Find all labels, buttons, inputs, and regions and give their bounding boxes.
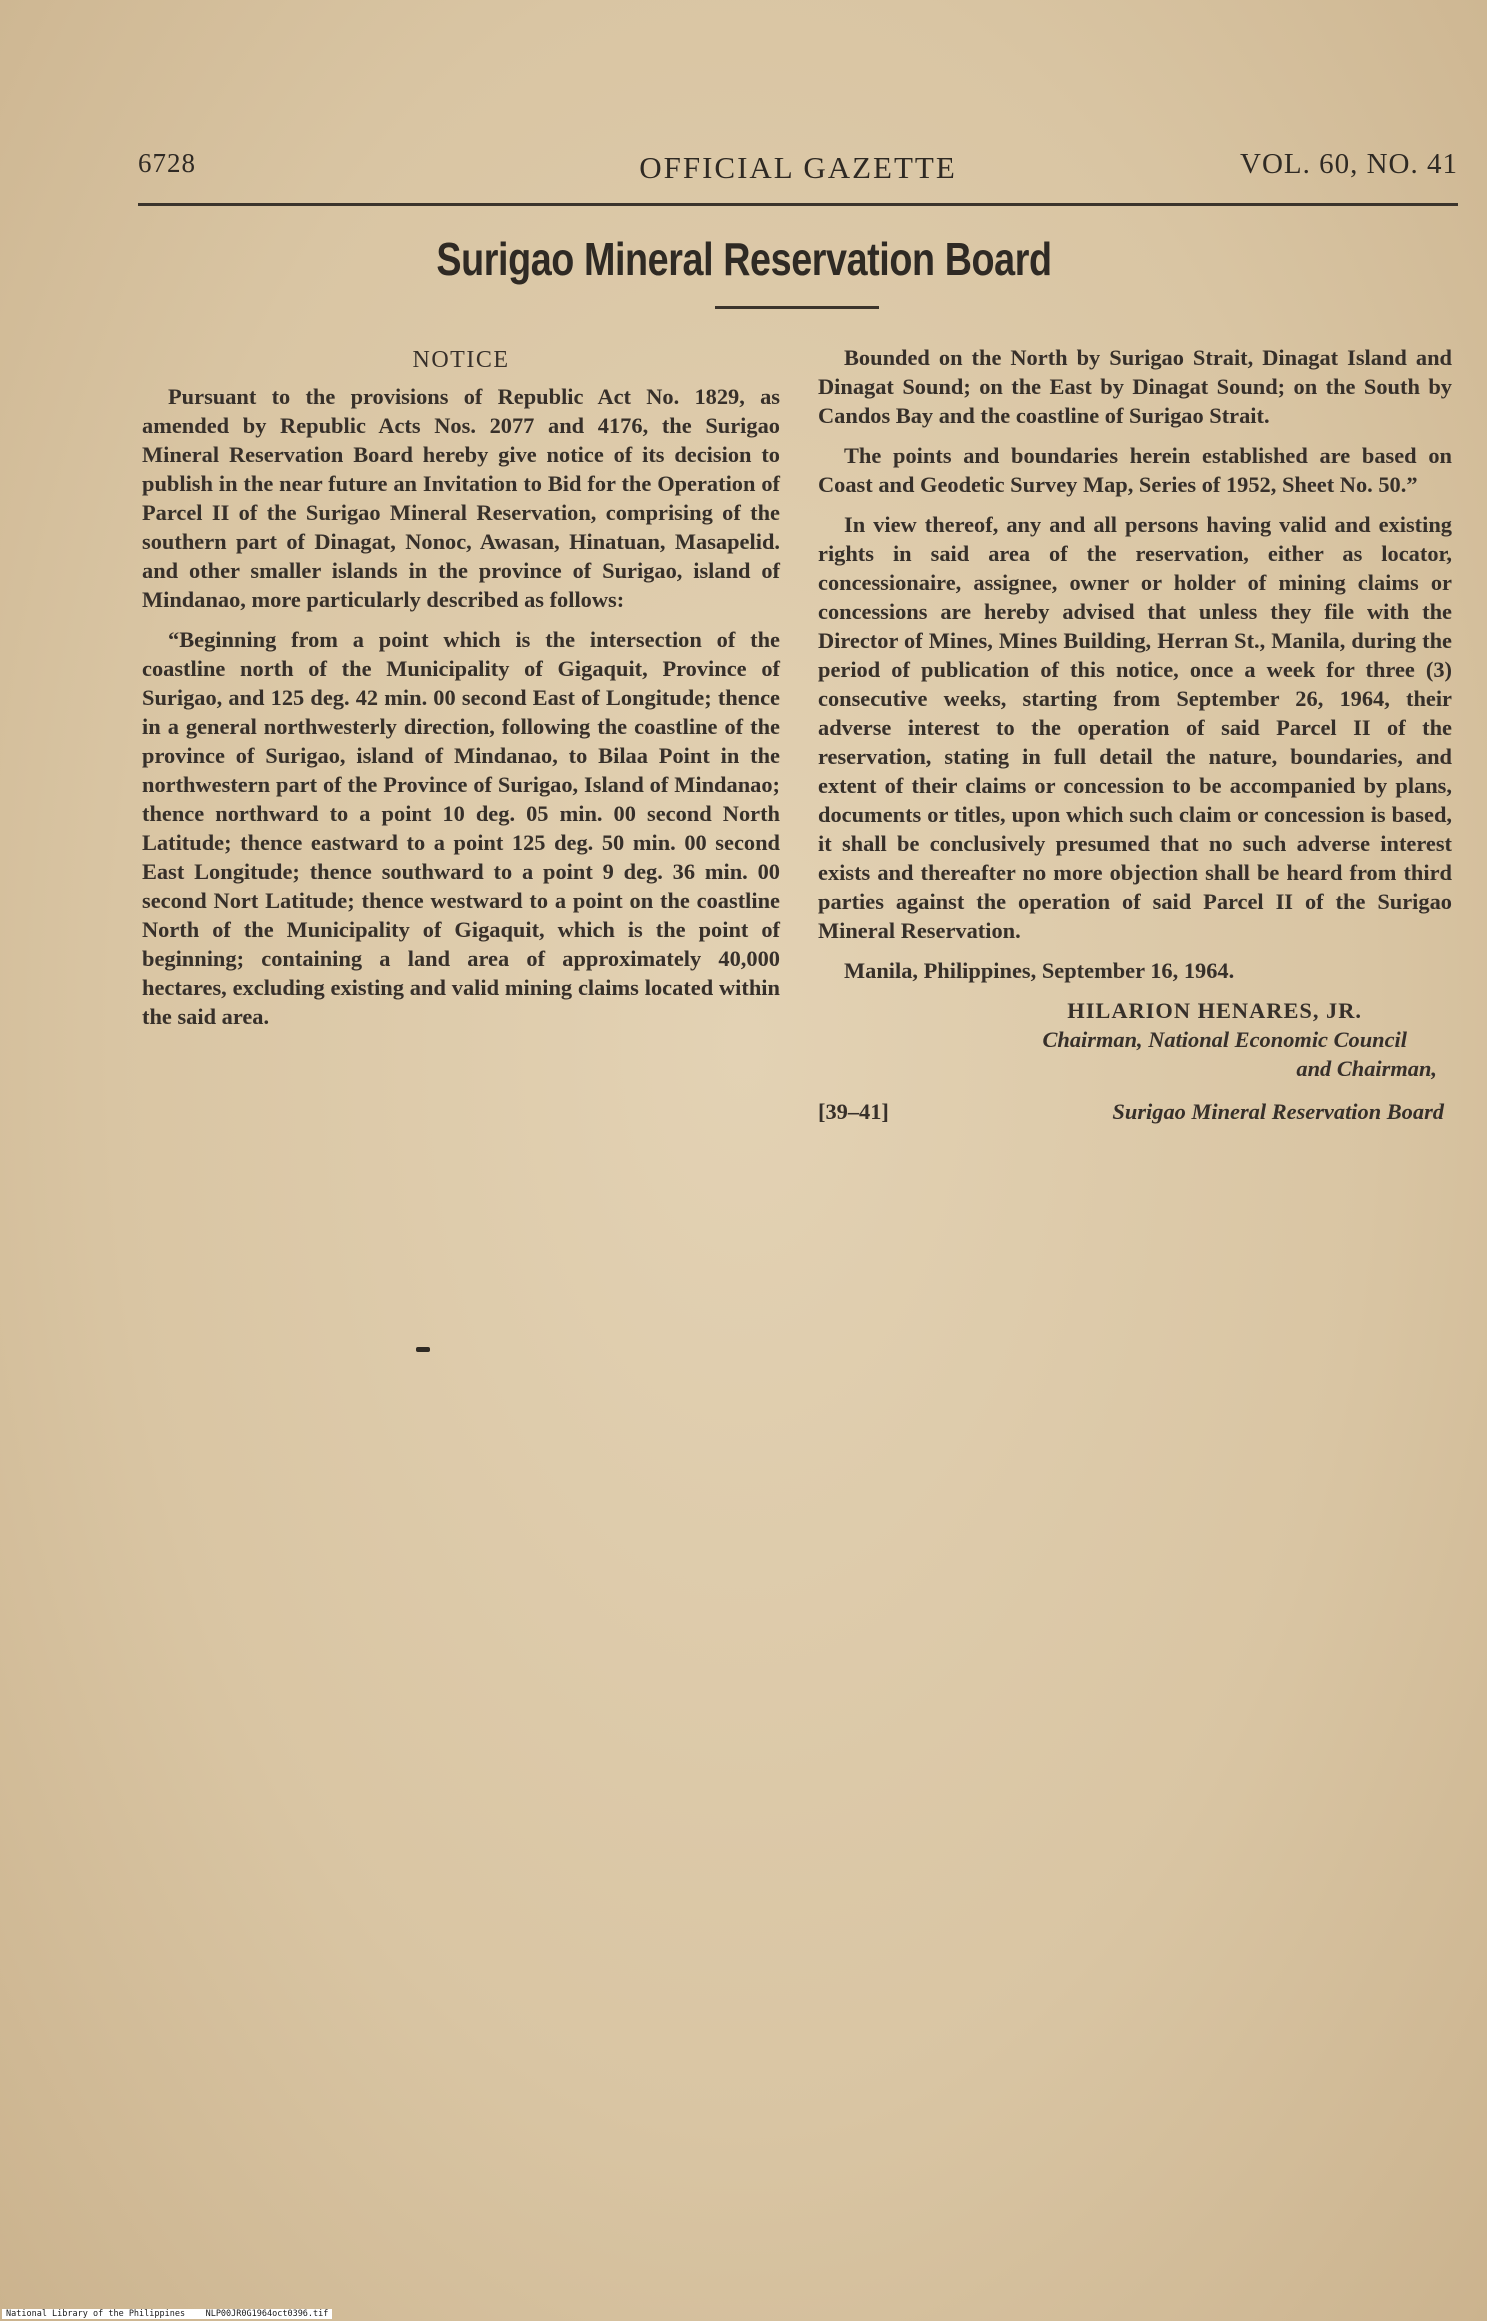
right-column (818, 343, 1452, 1126)
reference-line (818, 1097, 1452, 1126)
issue-reference: [39–41] (818, 1099, 889, 1124)
header-divider (138, 203, 1458, 206)
board-title: Surigao Mineral Reservation Board (436, 233, 1052, 285)
left-column (142, 346, 780, 1042)
description-paragraph: “Beginning from a point which is the intersection of the coastline north of the Municipality of Gigaquit, Province of Surigao, and 125 deg. 42 min. 00 second East of Longitude; thence in a general northwesterly direction, following the coastline of the province of Surigao, island of Mindanao, to Bilaa Point in the northwestern part of the Province of Surigao, Island of Mindanao; thence northward to a point 10 deg. 05 min. 00 second North Latitude; thence eastward to a point 125 deg. 50 min. 00 second East Longitude; thence southward to a point 9 deg. 36 min. 00 second Nort Latitude; thence westward to a point on the coastline North of the Municipality of Gigaquit, which is the point of beginning; containing a land area of approximately 40,000 hectares, excluding existing and valid mining claims located within the said area. (142, 627, 780, 1029)
signature-block (818, 996, 1452, 1083)
signatory-title: Chairman, National Economic Council (1042, 1027, 1407, 1052)
page-header (138, 148, 1458, 198)
ink-mark (416, 1347, 430, 1352)
place-date: Manila, Philippines, September 16, 1964. (844, 958, 1235, 983)
title-divider (715, 306, 879, 309)
volume-number: VOL. 60, NO. 41 (1240, 148, 1458, 180)
notice-paragraph: Pursuant to the provisions of Republic Act No. 1829, as amended by Republic Acts Nos. 2077 and 4176, the Surigao Mineral Reservation Board hereby give notice of its decision to publish in the near future an Invitation to Bid for the Operation of Parcel II of the Surigao Mineral Reservation, comprising of the southern part of Dinagat, Nonoc, Awasan, Hinatuan, Masapelid. and other smaller islands in the province of Surigao, island of Mindanao, more particularly described as follows: (142, 384, 780, 612)
survey-paragraph: The points and boundaries herein established are based on Coast and Geodetic Survey Map, Series of 1952, Sheet No. 50.” (818, 443, 1452, 497)
advisory-paragraph: In view thereof, any and all persons having valid and existing rights in said area of the reservation, either as locator, concessionaire, assignee, owner or holder of mining claims or concessions are hereby advised that unless they file with the Director of Mines, Mines Building, Herran St., Manila, during the period of publication of this notice, once a week for three (3) consecutive weeks, starting from September 26, 1964, their adverse interest to the operation of said Parcel II of the reservation, stating in full detail the nature, boundaries, and extent of their claims or concession to be accompanied by plans, documents or titles, upon which such claim or concession is based, it shall be conclusively presumed that no such adverse interest exists and thereafter no more objection shall be heard from third parties against the operation of said Parcel II of the Surigao Mineral Reservation. (818, 512, 1452, 943)
signatory-name: HILARION HENARES, JR. (1067, 998, 1362, 1023)
notice-heading: NOTICE (412, 347, 510, 373)
boundaries-paragraph: Bounded on the North by Surigao Strait, Dinagat Island and Dinagat Sound; on the East by Dinagat Sound; on the South by Candos Bay and the coastline of Surigao Strait. (818, 345, 1452, 428)
gazette-title: OFFICIAL GAZETTE (639, 150, 957, 185)
signatory-title-continued: and Chairman, (1296, 1056, 1437, 1081)
scan-footer: National Library of the Philippines NLP00JR0G1964oct0396.tif (2, 2309, 332, 2319)
page-number: 6728 (138, 148, 196, 178)
board-signoff: Surigao Mineral Reservation Board (1112, 1099, 1444, 1124)
